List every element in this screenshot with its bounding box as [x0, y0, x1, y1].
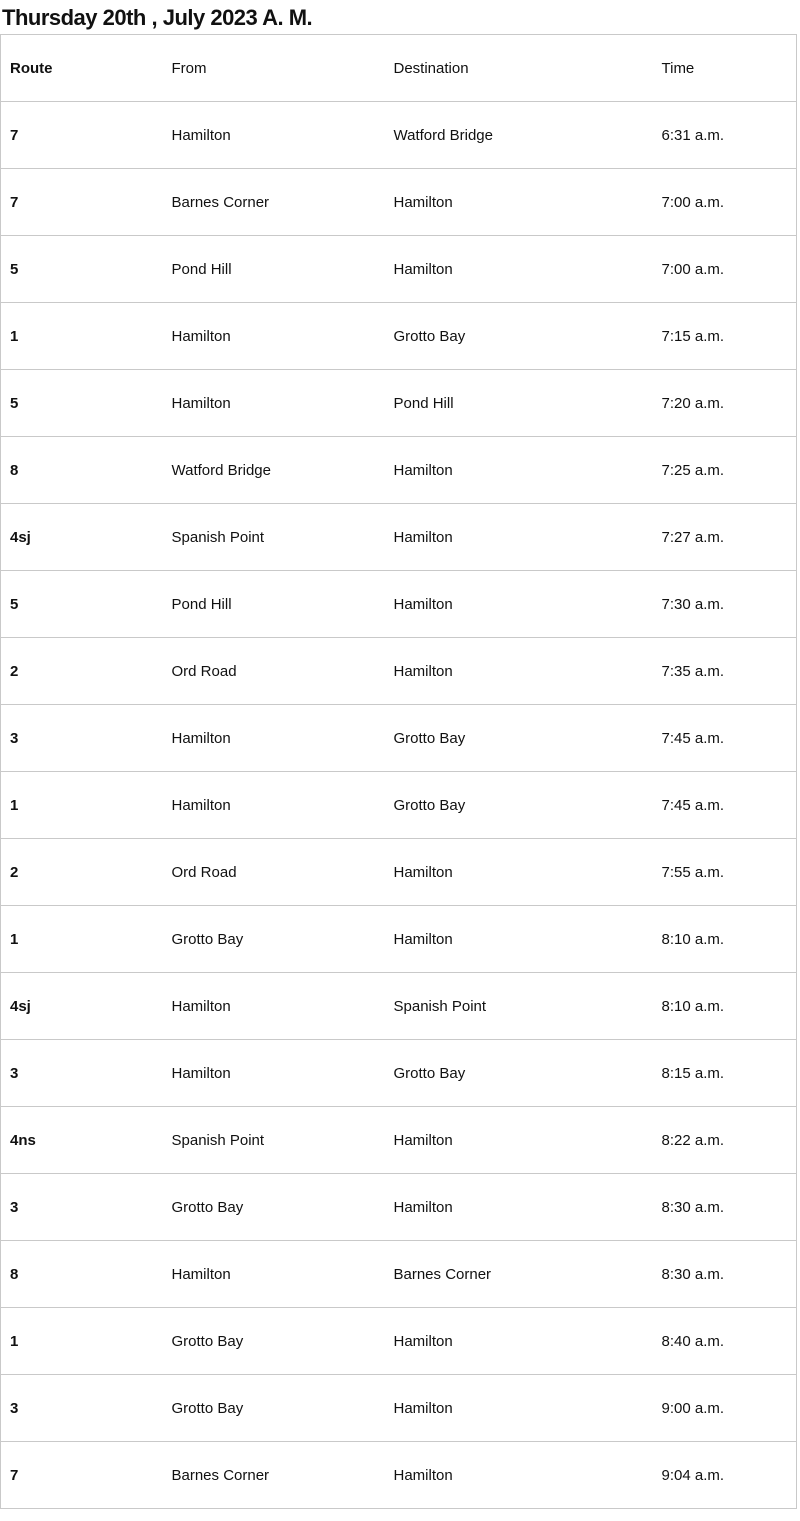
cell-time: 8:10 a.m.: [653, 906, 797, 973]
cell-route: 4sj: [1, 973, 163, 1040]
cell-destination: Hamilton: [385, 906, 653, 973]
cell-destination: Grotto Bay: [385, 705, 653, 772]
table-row: [1, 169, 797, 236]
table-row: [1, 772, 797, 839]
bus-schedule-table: [0, 34, 797, 1509]
cell-from: Hamilton: [163, 772, 385, 839]
header-route: Route: [1, 35, 163, 102]
cell-from: Hamilton: [163, 1040, 385, 1107]
table-row: [1, 236, 797, 303]
cell-destination: Hamilton: [385, 1174, 653, 1241]
cell-route: 5: [1, 571, 163, 638]
table-row: [1, 638, 797, 705]
cell-route: 4sj: [1, 504, 163, 571]
cell-time: 7:45 a.m.: [653, 705, 797, 772]
cell-time: 7:20 a.m.: [653, 370, 797, 437]
cell-route: 8: [1, 437, 163, 504]
cell-from: Hamilton: [163, 303, 385, 370]
cell-destination: Hamilton: [385, 1375, 653, 1442]
cell-time: 9:00 a.m.: [653, 1375, 797, 1442]
cell-destination: Hamilton: [385, 638, 653, 705]
cell-time: 6:31 a.m.: [653, 102, 797, 169]
table-row: [1, 973, 797, 1040]
cell-route: 1: [1, 303, 163, 370]
cell-from: Ord Road: [163, 839, 385, 906]
cell-route: 7: [1, 1442, 163, 1509]
cell-time: 7:15 a.m.: [653, 303, 797, 370]
cell-route: 7: [1, 102, 163, 169]
header-time: Time: [653, 35, 797, 102]
cell-time: 8:15 a.m.: [653, 1040, 797, 1107]
cell-route: 7: [1, 169, 163, 236]
cell-from: Spanish Point: [163, 504, 385, 571]
table-row: [1, 1174, 797, 1241]
cell-route: 5: [1, 236, 163, 303]
cell-destination: Hamilton: [385, 504, 653, 571]
cell-from: Hamilton: [163, 973, 385, 1040]
page-title: Thursday 20th , July 2023 A. M.: [2, 5, 313, 30]
cell-destination: Watford Bridge: [385, 102, 653, 169]
cell-destination: Hamilton: [385, 1442, 653, 1509]
table-row: [1, 1308, 797, 1375]
table-row: [1, 1241, 797, 1308]
table-row: [1, 1442, 797, 1509]
table-row: [1, 705, 797, 772]
table-row: [1, 571, 797, 638]
cell-from: Barnes Corner: [163, 169, 385, 236]
cell-from: Hamilton: [163, 705, 385, 772]
table-row: [1, 370, 797, 437]
cell-route: 3: [1, 1040, 163, 1107]
cell-route: 2: [1, 638, 163, 705]
cell-from: Spanish Point: [163, 1107, 385, 1174]
cell-destination: Grotto Bay: [385, 772, 653, 839]
table-row: [1, 504, 797, 571]
cell-route: 8: [1, 1241, 163, 1308]
cell-from: Hamilton: [163, 102, 385, 169]
table-header-row: [1, 35, 797, 102]
cell-route: 1: [1, 906, 163, 973]
cell-time: 8:40 a.m.: [653, 1308, 797, 1375]
cell-time: 8:30 a.m.: [653, 1174, 797, 1241]
cell-time: 8:30 a.m.: [653, 1241, 797, 1308]
cell-time: 7:00 a.m.: [653, 169, 797, 236]
cell-destination: Spanish Point: [385, 973, 653, 1040]
cell-route: 3: [1, 1174, 163, 1241]
cell-destination: Grotto Bay: [385, 303, 653, 370]
cell-from: Hamilton: [163, 1241, 385, 1308]
cell-destination: Grotto Bay: [385, 1040, 653, 1107]
cell-destination: Hamilton: [385, 571, 653, 638]
table-row: [1, 1107, 797, 1174]
cell-destination: Hamilton: [385, 169, 653, 236]
cell-time: 7:30 a.m.: [653, 571, 797, 638]
cell-route: 4ns: [1, 1107, 163, 1174]
cell-destination: Barnes Corner: [385, 1241, 653, 1308]
table-row: [1, 839, 797, 906]
cell-destination: Hamilton: [385, 1107, 653, 1174]
cell-time: 8:22 a.m.: [653, 1107, 797, 1174]
cell-from: Pond Hill: [163, 236, 385, 303]
cell-time: 8:10 a.m.: [653, 973, 797, 1040]
table-row: [1, 437, 797, 504]
cell-route: 1: [1, 1308, 163, 1375]
cell-route: 3: [1, 705, 163, 772]
cell-route: 5: [1, 370, 163, 437]
cell-from: Grotto Bay: [163, 1174, 385, 1241]
cell-time: 9:04 a.m.: [653, 1442, 797, 1509]
cell-from: Grotto Bay: [163, 906, 385, 973]
table-row: [1, 1375, 797, 1442]
header-from: From: [163, 35, 385, 102]
table-row: [1, 906, 797, 973]
cell-route: 3: [1, 1375, 163, 1442]
cell-destination: Hamilton: [385, 839, 653, 906]
header-destination: Destination: [385, 35, 653, 102]
cell-from: Grotto Bay: [163, 1375, 385, 1442]
cell-destination: Hamilton: [385, 236, 653, 303]
cell-route: 1: [1, 772, 163, 839]
cell-from: Grotto Bay: [163, 1308, 385, 1375]
table-row: [1, 1040, 797, 1107]
table-body: [1, 102, 797, 1509]
cell-time: 7:45 a.m.: [653, 772, 797, 839]
cell-destination: Hamilton: [385, 437, 653, 504]
cell-from: Hamilton: [163, 370, 385, 437]
cell-time: 7:27 a.m.: [653, 504, 797, 571]
cell-destination: Pond Hill: [385, 370, 653, 437]
cell-time: 7:00 a.m.: [653, 236, 797, 303]
table-row: [1, 303, 797, 370]
cell-destination: Hamilton: [385, 1308, 653, 1375]
table-row: [1, 102, 797, 169]
cell-from: Barnes Corner: [163, 1442, 385, 1509]
cell-route: 2: [1, 839, 163, 906]
cell-time: 7:55 a.m.: [653, 839, 797, 906]
cell-from: Pond Hill: [163, 571, 385, 638]
cell-time: 7:25 a.m.: [653, 437, 797, 504]
cell-from: Ord Road: [163, 638, 385, 705]
cell-from: Watford Bridge: [163, 437, 385, 504]
cell-time: 7:35 a.m.: [653, 638, 797, 705]
